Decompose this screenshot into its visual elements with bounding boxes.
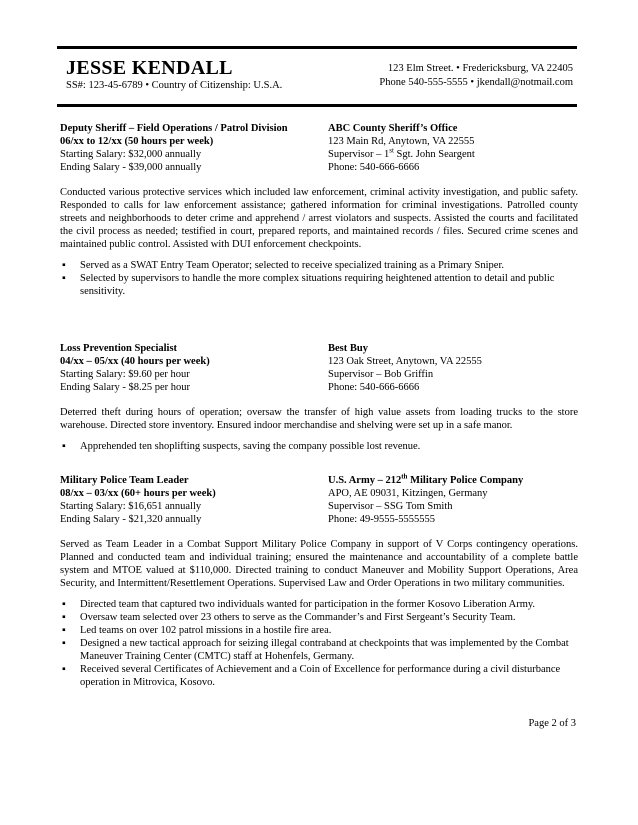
ending-salary: Ending Salary - $39,000 annually bbox=[60, 162, 202, 173]
employer-name: ABC County Sheriff’s Office bbox=[328, 123, 458, 134]
achievement-list bbox=[60, 259, 578, 298]
employer-phone: Phone: 540-666-6666 bbox=[328, 382, 420, 393]
bullet-icon: ▪ bbox=[62, 612, 66, 623]
list-item-text: Received several Certificates of Achievement and a Coin of Excellence for performance during a civil disturbance operation in Mitrovica, Kosovo. bbox=[80, 664, 561, 688]
starting-salary: Starting Salary: $32,000 annually bbox=[60, 149, 202, 160]
employer-prefix: U.S. Army – 212 bbox=[328, 475, 402, 486]
job-entry bbox=[60, 342, 578, 453]
employer-suffix: Military Police Company bbox=[407, 475, 524, 486]
header-bottom-rule bbox=[57, 104, 577, 107]
list-item bbox=[60, 598, 578, 611]
bullet-icon: ▪ bbox=[62, 625, 66, 636]
employer-address: APO, AE 09031, Kitzingen, Germany bbox=[328, 488, 488, 499]
supervisor-ordinal: st bbox=[389, 146, 394, 155]
list-item bbox=[60, 259, 578, 272]
candidate-name: JESSE KENDALL bbox=[66, 57, 233, 79]
list-item bbox=[60, 611, 578, 624]
contact-block bbox=[379, 62, 573, 90]
page-number: Page 2 of 3 bbox=[528, 718, 576, 729]
list-item bbox=[60, 272, 578, 298]
job-entry bbox=[60, 474, 578, 689]
starting-salary: Starting Salary: $9.60 per hour bbox=[60, 369, 190, 380]
job-dates: 06/xx to 12/xx (50 hours per week) bbox=[60, 136, 214, 147]
list-item-text: Served as a SWAT Entry Team Operator; selected to receive specialized training as a Primary Sniper. bbox=[80, 260, 504, 271]
ending-salary: Ending Salary - $8.25 per hour bbox=[60, 382, 191, 393]
ss-citizenship-line: SS#: 123-45-6789 • Country of Citizenship: U.S.A. bbox=[66, 80, 283, 91]
job-dates: 04/xx – 05/xx (40 hours per week) bbox=[60, 356, 210, 367]
list-item bbox=[60, 663, 578, 689]
job-title: Military Police Team Leader bbox=[60, 475, 189, 486]
employer-address: 123 Main Rd, Anytown, VA 22555 bbox=[328, 136, 475, 147]
list-item-text: Apprehended ten shoplifting suspects, saving the company possible lost revenue. bbox=[80, 441, 421, 452]
starting-salary: Starting Salary: $16,651 annually bbox=[60, 501, 202, 512]
list-item-text: Oversaw team selected over 23 others to serve as the Commander’s and First Sergeant’s Security Team. bbox=[80, 612, 516, 623]
employer-phone: Phone: 540-666-6666 bbox=[328, 162, 420, 173]
list-item bbox=[60, 637, 578, 663]
employer-ordinal: th bbox=[401, 472, 408, 481]
employer-name: Best Buy bbox=[328, 343, 368, 354]
header-top-rule bbox=[57, 46, 577, 49]
contact-line: Phone 540-555-5555 • jkendall@notmail.com bbox=[379, 77, 573, 88]
achievement-list bbox=[60, 598, 578, 689]
list-item-text: Directed team that captured two individuals wanted for participation in the former Kosovo Liberation Army. bbox=[80, 599, 536, 610]
job-description: Conducted various protective services which included law enforcement, criminal activity investigation, and public safety. Responded to calls for law enforcement assistance; gathered information for criminal investigations. Patrolled county streets and neighborhoods to deter crime and apprehend / arrest violators and suspects. Assisted the courts and facilitated the civil process as needed; testified in court, prepared reports, and maintained records / files. Secured crime scenes and maintained public control. Assisted with DUI enforcement checkpoints. bbox=[60, 187, 578, 250]
supervisor: Supervisor – Bob Griffin bbox=[328, 369, 434, 380]
list-item bbox=[60, 440, 578, 453]
bullet-icon: ▪ bbox=[62, 599, 66, 610]
job-entry bbox=[60, 122, 578, 298]
list-item-text: Led teams on over 102 patrol missions in a hostile fire area. bbox=[80, 625, 332, 636]
list-item-text: Selected by supervisors to handle the more complex situations requiring heightened attention to detail and public sensitivity. bbox=[80, 273, 555, 297]
bullet-icon: ▪ bbox=[62, 664, 66, 675]
ending-salary: Ending Salary - $21,320 annually bbox=[60, 514, 202, 525]
employer-name bbox=[328, 474, 578, 487]
achievement-list bbox=[60, 440, 578, 453]
employer-phone: Phone: 49-9555-5555555 bbox=[328, 514, 436, 525]
job-description: Served as Team Leader in a Combat Support Military Police Company in support of V Corps contingency operations. Planned and conducted team and individual training; ensured the maintenance and accountability of a complete battle system and MTOE valued at $110,000. Directed training to conduct Maneuver and Mobility Support Operations, Area Security, and Intermittent/Resettlement Operations. Supervised Law and Order Operations in two military communities. bbox=[60, 539, 578, 589]
list-item-text: Designed a new tactical approach for seizing illegal contraband at checkpoints that was implemented by the Combat Maneuver Training Center (CMTC) staff at Hohenfels, Germany. bbox=[80, 638, 569, 662]
supervisor-suffix: Sgt. John Seargent bbox=[393, 149, 475, 160]
bullet-icon: ▪ bbox=[62, 441, 66, 452]
job-title: Deputy Sheriff – Field Operations / Patrol Division bbox=[60, 123, 288, 134]
bullet-icon: ▪ bbox=[62, 273, 66, 284]
employer-address: 123 Oak Street, Anytown, VA 22555 bbox=[328, 356, 482, 367]
job-dates: 08/xx – 03/xx (60+ hours per week) bbox=[60, 488, 216, 499]
bullet-icon: ▪ bbox=[62, 638, 66, 649]
bullet-icon: ▪ bbox=[62, 260, 66, 271]
job-description: Deterred theft during hours of operation; oversaw the transfer of high value assets from loading trucks to the store warehouse. Directed store inventory. Ensured indoor merchandise and shelving were set up in a safe manor. bbox=[60, 407, 578, 431]
job-title: Loss Prevention Specialist bbox=[60, 343, 178, 354]
supervisor-prefix: Supervisor – 1 bbox=[328, 149, 390, 160]
address-line: 123 Elm Street. • Fredericksburg, VA 22405 bbox=[387, 63, 573, 74]
supervisor bbox=[328, 148, 578, 161]
supervisor: Supervisor – SSG Tom Smith bbox=[328, 501, 453, 512]
list-item bbox=[60, 624, 578, 637]
